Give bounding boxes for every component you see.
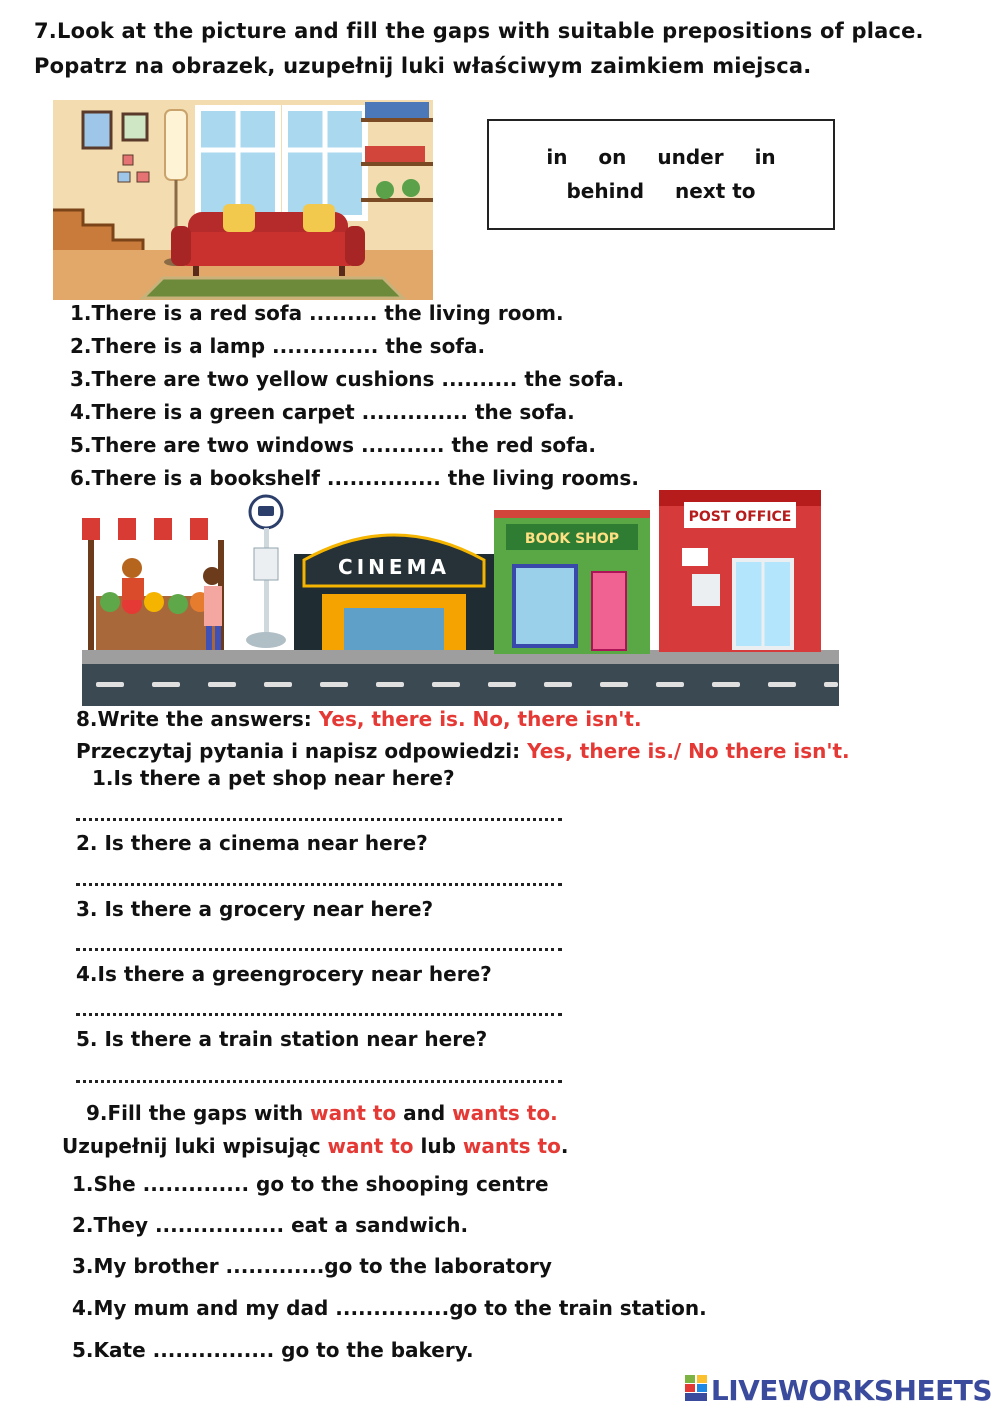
item-text: My brother .............go to the laboratory (93, 1254, 552, 1278)
item-text: There are two windows ........... the red sofa. (91, 433, 596, 457)
logo-text: LIVEWORKSHEETS (710, 1373, 992, 1407)
ex9-pl-want: want to (327, 1134, 414, 1158)
ex9-item-1[interactable] (72, 1172, 549, 1196)
ex9-pl-wants: wants to (462, 1134, 561, 1158)
ex8-answer-line-2[interactable] (76, 883, 562, 886)
ex8-title-pl (76, 739, 850, 763)
post-office-sign: POST OFFICE (688, 509, 792, 525)
item-number: 3. (72, 1254, 94, 1278)
word-next-to: next to (674, 179, 756, 203)
ex8-answer-line-1[interactable] (76, 818, 562, 821)
ex8-answer-line-4[interactable] (76, 1013, 562, 1016)
item-text: There is a red sofa ......... the living room. (91, 301, 564, 325)
item-number: 5. (70, 433, 92, 457)
ex8-question-5: 5. Is there a train station near here? (76, 1027, 488, 1051)
ex9-title-prefix: 9.Fill the gaps with (86, 1101, 311, 1125)
item-text: My mum and my dad ...............go to the train station. (93, 1296, 707, 1320)
ex8-question-2: 2. Is there a cinema near here? (76, 831, 428, 855)
logo-badge-icon (685, 1375, 707, 1408)
ex9-pl-end: . (560, 1134, 569, 1158)
ex7-item-1[interactable] (70, 301, 564, 325)
item-text: Kate ................ go to the bakery. (93, 1338, 474, 1362)
ex8-answer-line-3[interactable] (76, 948, 562, 951)
ex9-pl-lub: lub (413, 1134, 463, 1158)
ex9-title-want: want to (310, 1101, 397, 1125)
word-in: in (546, 145, 568, 169)
ex9-title-en (86, 1101, 558, 1125)
ex8-title-answers: Yes, there is. No, there isn't. (318, 707, 642, 731)
ex8-answer-line-5[interactable] (76, 1080, 562, 1083)
item-number: 2. (70, 334, 92, 358)
word-on: on (598, 145, 627, 169)
ex8-title-prefix: 8.Write the answers: (76, 707, 319, 731)
item-number: 4. (70, 400, 92, 424)
word-under: under (657, 145, 724, 169)
word-in-2: in (754, 145, 776, 169)
item-number: 1. (70, 301, 92, 325)
ex9-title-and: and (396, 1101, 453, 1125)
ex9-item-2[interactable] (72, 1213, 468, 1237)
ex9-title-pl (62, 1134, 568, 1158)
ex8-title-pl-answers: Yes, there is./ No there isn't. (527, 739, 850, 763)
word-bank-row-1 (489, 145, 833, 169)
item-number: 3. (70, 367, 92, 391)
ex8-question-4: 4.Is there a greengrocery near here? (76, 962, 492, 986)
ex7-item-5[interactable] (70, 433, 596, 457)
ex9-item-3[interactable] (72, 1254, 552, 1278)
ex7-title-en: 7.Look at the picture and fill the gaps with suitable prepositions of place. (34, 19, 924, 43)
word-bank (487, 119, 835, 230)
ex9-title-wants: wants to. (452, 1101, 558, 1125)
word-behind: behind (566, 179, 645, 203)
ex7-item-4[interactable] (70, 400, 575, 424)
ex8-question-1: 1.Is there a pet shop near here? (92, 766, 455, 790)
book-shop-sign: BOOK SHOP (524, 531, 620, 547)
item-text: There are two yellow cushions .......... the sofa. (91, 367, 625, 391)
item-number: 2. (72, 1213, 94, 1237)
item-text: There is a bookshelf ............... the living rooms. (91, 466, 639, 490)
ex9-item-4[interactable] (72, 1296, 707, 1320)
ex9-pl-prefix: Uzupełnij luki wpisując (62, 1134, 328, 1158)
ex8-question-3: 3. Is there a grocery near here? (76, 897, 434, 921)
item-text: She .............. go to the shooping centre (93, 1172, 549, 1196)
liveworksheets-logo[interactable] (685, 1374, 992, 1409)
living-room-illustration (53, 100, 433, 300)
item-number: 6. (70, 466, 92, 490)
word-bank-row-2 (489, 179, 833, 203)
item-text: There is a green carpet .............. the sofa. (91, 400, 575, 424)
ex9-item-5[interactable] (72, 1338, 474, 1362)
street-illustration (82, 490, 839, 706)
item-number: 1. (72, 1172, 94, 1196)
item-number: 5. (72, 1338, 94, 1362)
ex8-title-pl-prefix: Przeczytaj pytania i napisz odpowiedzi: (76, 739, 528, 763)
ex8-title-en (76, 707, 642, 731)
ex7-item-6[interactable] (70, 466, 639, 490)
cinema-sign: CINEMA (338, 555, 450, 579)
item-number: 4. (72, 1296, 94, 1320)
ex7-item-3[interactable] (70, 367, 624, 391)
ex7-item-2[interactable] (70, 334, 485, 358)
item-text: They ................. eat a sandwich. (93, 1213, 469, 1237)
ex7-title-pl: Popatrz na obrazek, uzupełnij luki właściwym zaimkiem miejsca. (34, 54, 812, 78)
item-text: There is a lamp .............. the sofa. (91, 334, 486, 358)
